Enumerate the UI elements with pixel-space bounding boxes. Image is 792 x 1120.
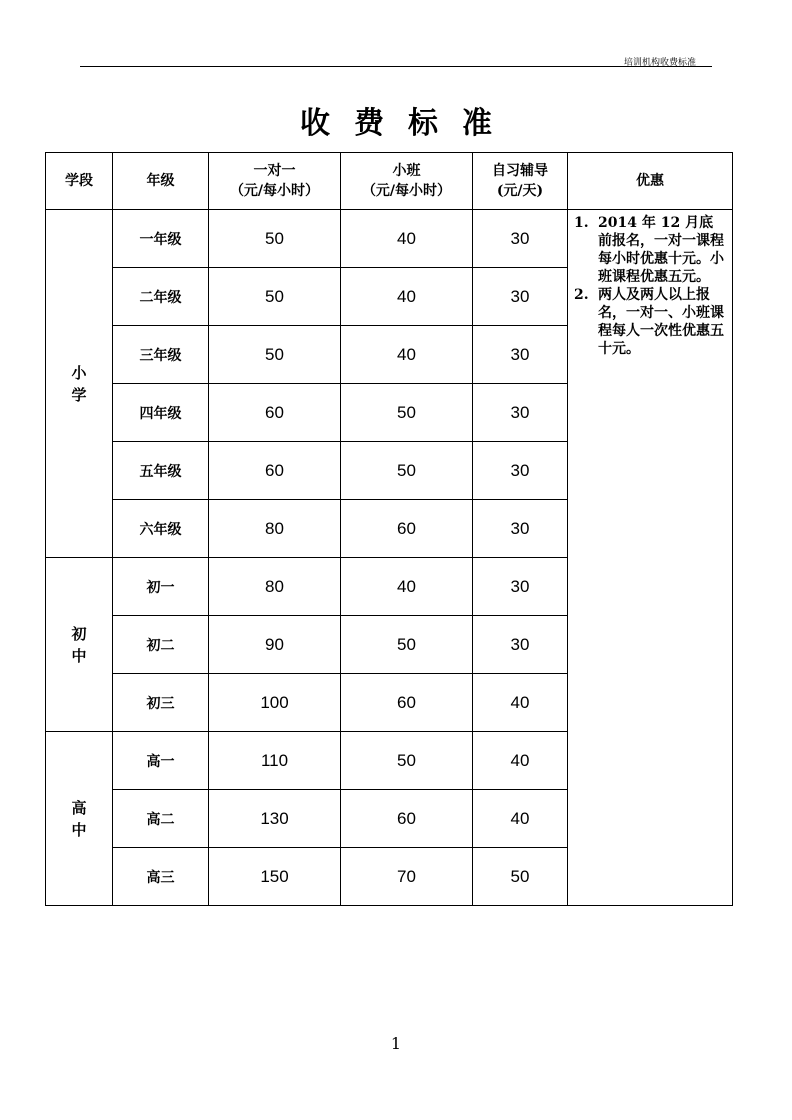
one-on-one-price: 90 — [209, 616, 341, 674]
small-class-price: 40 — [341, 268, 473, 326]
fee-table — [45, 152, 733, 906]
self-study-price: 30 — [473, 500, 568, 558]
small-class-price: 60 — [341, 790, 473, 848]
one-on-one-price: 80 — [209, 558, 341, 616]
small-class-price: 40 — [341, 210, 473, 268]
grade-cell: 五年级 — [113, 442, 209, 500]
offers-cell — [568, 210, 733, 906]
header-small-class-line1: 小班 — [392, 163, 421, 179]
grade-cell: 高二 — [113, 790, 209, 848]
stage-primary — [46, 210, 113, 558]
stage-char: 高 — [71, 798, 87, 817]
self-study-price: 50 — [473, 848, 568, 906]
stage-char: 初 — [71, 624, 87, 643]
small-class-price: 60 — [341, 500, 473, 558]
one-on-one-price: 130 — [209, 790, 341, 848]
header-text: 培训机构收费标准 — [623, 58, 696, 68]
small-class-price: 50 — [341, 616, 473, 674]
self-study-price: 30 — [473, 558, 568, 616]
grade-cell: 初二 — [113, 616, 209, 674]
header-rule — [80, 66, 712, 67]
table-header-row — [46, 153, 733, 210]
grade-cell: 六年级 — [113, 500, 209, 558]
small-class-price: 60 — [341, 674, 473, 732]
offer-number: 2. — [574, 287, 589, 303]
small-class-price: 50 — [341, 732, 473, 790]
header-one-on-one-line1: 一对一 — [253, 163, 296, 179]
grade-cell: 二年级 — [113, 268, 209, 326]
self-study-price: 30 — [473, 268, 568, 326]
stage-junior — [46, 558, 113, 732]
grade-cell: 高三 — [113, 848, 209, 906]
self-study-price: 30 — [473, 210, 568, 268]
small-class-price: 40 — [341, 558, 473, 616]
small-class-price: 70 — [341, 848, 473, 906]
small-class-price: 50 — [341, 442, 473, 500]
grade-cell: 初三 — [113, 674, 209, 732]
one-on-one-price: 50 — [209, 268, 341, 326]
grade-cell: 初一 — [113, 558, 209, 616]
stage-senior — [46, 732, 113, 906]
one-on-one-price: 60 — [209, 442, 341, 500]
self-study-price: 30 — [473, 442, 568, 500]
grade-cell: 三年级 — [113, 326, 209, 384]
header-self-study-line2: (元/天) — [496, 183, 544, 199]
small-class-price: 40 — [341, 326, 473, 384]
grade-cell: 一年级 — [113, 210, 209, 268]
self-study-price: 30 — [473, 616, 568, 674]
offer-item — [574, 214, 727, 286]
stage-char: 小 — [71, 363, 87, 382]
header-small-class — [341, 153, 473, 210]
one-on-one-price: 150 — [209, 848, 341, 906]
page-title: 收费标准 — [300, 106, 516, 141]
one-on-one-price: 60 — [209, 384, 341, 442]
self-study-price: 30 — [473, 384, 568, 442]
table-row — [46, 210, 733, 268]
self-study-price: 40 — [473, 732, 568, 790]
self-study-price: 40 — [473, 674, 568, 732]
one-on-one-price: 50 — [209, 326, 341, 384]
grade-cell: 高一 — [113, 732, 209, 790]
header-self-study — [473, 153, 568, 210]
header-one-on-one-line2: （元/每小时） — [229, 183, 320, 199]
header-one-on-one — [209, 153, 341, 210]
header-small-class-line2: （元/每小时） — [361, 183, 452, 199]
offer-text: 2014 年 12 月底前报名，一对一课程每小时优惠十元。小班课程优惠五元。 — [598, 215, 724, 285]
header-self-study-line1: 自习辅导 — [492, 163, 548, 179]
one-on-one-price: 100 — [209, 674, 341, 732]
one-on-one-price: 80 — [209, 500, 341, 558]
one-on-one-price: 110 — [209, 732, 341, 790]
offer-item — [574, 286, 727, 358]
stage-char: 中 — [71, 820, 87, 839]
one-on-one-price: 50 — [209, 210, 341, 268]
header-grade: 年级 — [113, 153, 209, 210]
page-number: 1 — [390, 1034, 402, 1053]
offer-number: 1. — [574, 215, 589, 231]
self-study-price: 30 — [473, 326, 568, 384]
header-offers: 优惠 — [568, 153, 733, 210]
self-study-price: 40 — [473, 790, 568, 848]
stage-char: 学 — [71, 385, 87, 404]
offer-text: 两人及两人以上报名，一对一、小班课程每人一次性优惠五十元。 — [598, 287, 724, 357]
header-stage: 学段 — [46, 153, 113, 210]
grade-cell: 四年级 — [113, 384, 209, 442]
stage-char: 中 — [71, 646, 87, 665]
small-class-price: 50 — [341, 384, 473, 442]
